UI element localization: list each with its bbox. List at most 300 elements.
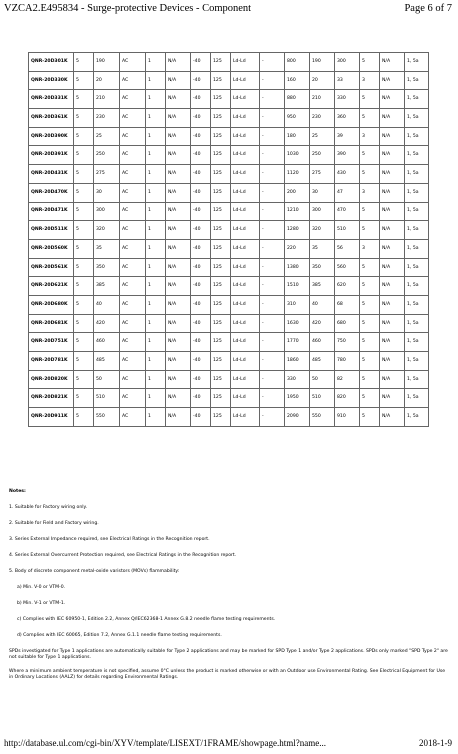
table-cell: 420 bbox=[94, 314, 120, 333]
table-cell: AC bbox=[120, 221, 146, 240]
table-cell: N/A bbox=[380, 221, 405, 240]
table-cell: -40 bbox=[191, 314, 211, 333]
part-number-cell: QNR-20D751K bbox=[29, 333, 74, 352]
table-cell: -40 bbox=[191, 295, 211, 314]
table-cell: 470 bbox=[335, 202, 360, 221]
table-cell: N/A bbox=[166, 71, 191, 90]
table-cell: 5 bbox=[74, 408, 94, 427]
table-cell: 5 bbox=[74, 202, 94, 221]
table-cell: Ld-Ld bbox=[231, 53, 260, 72]
table-row bbox=[29, 53, 429, 72]
table-cell: 1030 bbox=[285, 146, 310, 165]
table-cell: 210 bbox=[94, 90, 120, 109]
table-cell: 350 bbox=[94, 258, 120, 277]
table-cell: 680 bbox=[335, 314, 360, 333]
table-cell: 1, 5a bbox=[405, 109, 429, 128]
table-row bbox=[29, 333, 429, 352]
note-5b: b) Min. V-1 or VTM-1. bbox=[17, 601, 66, 606]
table-cell: 1120 bbox=[285, 165, 310, 184]
table-row bbox=[29, 202, 429, 221]
table-cell: N/A bbox=[166, 127, 191, 146]
table-cell: 880 bbox=[285, 90, 310, 109]
note-5a: a) Min. V-0 or VTM-0. bbox=[17, 585, 66, 590]
table-cell: 1, 5a bbox=[405, 146, 429, 165]
table-cell: 560 bbox=[335, 258, 360, 277]
part-number-cell: QNR-20D471K bbox=[29, 202, 74, 221]
table-cell: - bbox=[260, 53, 285, 72]
table-cell: 780 bbox=[335, 352, 360, 371]
table-cell: -40 bbox=[191, 183, 211, 202]
table-cell: 1 bbox=[146, 183, 166, 202]
table-cell: 1, 5a bbox=[405, 239, 429, 258]
document-title: VZCA2.E495834 - Surge-protective Devices - Component bbox=[4, 3, 252, 14]
table-cell: 350 bbox=[310, 258, 335, 277]
table-cell: 5 bbox=[360, 408, 380, 427]
part-number-cell: QNR-20D681K bbox=[29, 314, 74, 333]
footer-date: 2018-1-9 bbox=[419, 738, 452, 748]
table-cell: - bbox=[260, 109, 285, 128]
table-cell: AC bbox=[120, 165, 146, 184]
table-cell: 125 bbox=[211, 389, 231, 408]
table-row bbox=[29, 314, 429, 333]
table-cell: - bbox=[260, 165, 285, 184]
table-cell: AC bbox=[120, 370, 146, 389]
table-cell: 1, 5a bbox=[405, 90, 429, 109]
note-5: 5. Body of discrete component metal-oxide varistors (MOVs) flammability: bbox=[9, 569, 180, 574]
table-row bbox=[29, 183, 429, 202]
table-cell: Ld-Ld bbox=[231, 165, 260, 184]
table-cell: - bbox=[260, 295, 285, 314]
table-cell: 5 bbox=[74, 277, 94, 296]
table-cell: 125 bbox=[211, 314, 231, 333]
table-cell: 125 bbox=[211, 239, 231, 258]
table-cell: AC bbox=[120, 352, 146, 371]
table-cell: 5 bbox=[360, 314, 380, 333]
table-cell: 5 bbox=[360, 146, 380, 165]
table-cell: -40 bbox=[191, 333, 211, 352]
table-cell: AC bbox=[120, 258, 146, 277]
table-cell: 1, 5a bbox=[405, 71, 429, 90]
table-cell: 190 bbox=[310, 53, 335, 72]
table-cell: 5 bbox=[360, 370, 380, 389]
table-cell: N/A bbox=[380, 127, 405, 146]
table-cell: 1 bbox=[146, 352, 166, 371]
table-cell: Ld-Ld bbox=[231, 258, 260, 277]
table-cell: -40 bbox=[191, 90, 211, 109]
table-cell: 230 bbox=[94, 109, 120, 128]
part-number-cell: QNR-20D361K bbox=[29, 109, 74, 128]
part-number-cell: QNR-20D561K bbox=[29, 258, 74, 277]
table-cell: 1 bbox=[146, 109, 166, 128]
component-table bbox=[28, 52, 429, 427]
table-cell: 40 bbox=[94, 295, 120, 314]
table-cell: 1380 bbox=[285, 258, 310, 277]
table-cell: 5 bbox=[74, 53, 94, 72]
table-cell: 1, 5a bbox=[405, 370, 429, 389]
table-cell: 420 bbox=[310, 314, 335, 333]
table-cell: N/A bbox=[380, 53, 405, 72]
table-cell: AC bbox=[120, 183, 146, 202]
table-cell: 510 bbox=[94, 389, 120, 408]
table-cell: 5 bbox=[74, 90, 94, 109]
table-cell: N/A bbox=[166, 183, 191, 202]
part-number-cell: QNR-20D511K bbox=[29, 221, 74, 240]
table-cell: 1, 5a bbox=[405, 295, 429, 314]
table-cell: 1 bbox=[146, 90, 166, 109]
table-cell: 5 bbox=[360, 277, 380, 296]
table-cell: N/A bbox=[380, 146, 405, 165]
table-cell: N/A bbox=[166, 53, 191, 72]
table-cell: 30 bbox=[310, 183, 335, 202]
table-cell: 5 bbox=[360, 333, 380, 352]
table-cell: 5 bbox=[74, 389, 94, 408]
table-cell: 1860 bbox=[285, 352, 310, 371]
table-cell: 5 bbox=[360, 389, 380, 408]
note-5d: d) Complies with IEC 60065, Edition 7.2, Annex G.1.1 needle flame testing requirements. bbox=[17, 633, 222, 638]
table-cell: 125 bbox=[211, 408, 231, 427]
ambient-temperature-paragraph: Where a minimum ambient temperature is not specified, assume 0°C unless the product is marked otherwise or with an Outdoor use Environmental Rating. See Electrical Equipment for Use in Ordinary Locations (AALZ) for details regarding Environmental Ratings. bbox=[9, 669, 446, 680]
table-row bbox=[29, 127, 429, 146]
table-cell: N/A bbox=[380, 295, 405, 314]
table-cell: 1 bbox=[146, 127, 166, 146]
table-cell: 5 bbox=[360, 90, 380, 109]
table-cell: 125 bbox=[211, 90, 231, 109]
table-cell: Ld-Ld bbox=[231, 239, 260, 258]
table-row bbox=[29, 370, 429, 389]
table-row bbox=[29, 71, 429, 90]
table-cell: 320 bbox=[94, 221, 120, 240]
table-cell: 1, 5a bbox=[405, 202, 429, 221]
table-cell: 125 bbox=[211, 333, 231, 352]
table-cell: 1210 bbox=[285, 202, 310, 221]
table-cell: 330 bbox=[285, 370, 310, 389]
table-cell: 35 bbox=[94, 239, 120, 258]
table-cell: -40 bbox=[191, 221, 211, 240]
table-cell: N/A bbox=[166, 370, 191, 389]
table-cell: 1 bbox=[146, 408, 166, 427]
table-cell: 5 bbox=[74, 314, 94, 333]
table-cell: 50 bbox=[94, 370, 120, 389]
table-cell: 1 bbox=[146, 333, 166, 352]
table-cell: N/A bbox=[380, 165, 405, 184]
table-cell: 1 bbox=[146, 295, 166, 314]
table-cell: Ld-Ld bbox=[231, 146, 260, 165]
table-row bbox=[29, 239, 429, 258]
table-cell: 5 bbox=[360, 221, 380, 240]
table-cell: 950 bbox=[285, 109, 310, 128]
table-cell: 125 bbox=[211, 352, 231, 371]
table-cell: N/A bbox=[166, 314, 191, 333]
table-row bbox=[29, 408, 429, 427]
table-cell: 1, 5a bbox=[405, 277, 429, 296]
table-cell: 800 bbox=[285, 53, 310, 72]
table-cell: 390 bbox=[335, 146, 360, 165]
table-row bbox=[29, 258, 429, 277]
table-cell: 1, 5a bbox=[405, 389, 429, 408]
table-cell: -40 bbox=[191, 389, 211, 408]
table-cell: 125 bbox=[211, 295, 231, 314]
table-cell: 47 bbox=[335, 183, 360, 202]
table-cell: N/A bbox=[166, 295, 191, 314]
table-cell: AC bbox=[120, 127, 146, 146]
note-5c: c) Complies with IEC 60950-1, Edition 2.2, Annex Q/IEC62368-1 Annex G.8.2 needle flame testing requirements. bbox=[17, 617, 276, 622]
table-cell: 68 bbox=[335, 295, 360, 314]
part-number-cell: QNR-20D331K bbox=[29, 90, 74, 109]
table-cell: 125 bbox=[211, 277, 231, 296]
table-cell: - bbox=[260, 333, 285, 352]
part-number-cell: QNR-20D470K bbox=[29, 183, 74, 202]
table-cell: 5 bbox=[360, 352, 380, 371]
notes-heading: Notes: bbox=[9, 489, 26, 494]
table-cell: 125 bbox=[211, 53, 231, 72]
table-cell: Ld-Ld bbox=[231, 333, 260, 352]
table-cell: 300 bbox=[310, 202, 335, 221]
table-cell: 125 bbox=[211, 370, 231, 389]
table-cell: - bbox=[260, 71, 285, 90]
table-cell: 1, 5a bbox=[405, 53, 429, 72]
table-cell: 56 bbox=[335, 239, 360, 258]
table-cell: -40 bbox=[191, 53, 211, 72]
table-cell: 25 bbox=[94, 127, 120, 146]
table-cell: 485 bbox=[310, 352, 335, 371]
table-cell: N/A bbox=[166, 352, 191, 371]
table-cell: N/A bbox=[166, 408, 191, 427]
part-number-cell: QNR-20D431K bbox=[29, 165, 74, 184]
table-cell: 5 bbox=[74, 221, 94, 240]
table-cell: 40 bbox=[310, 295, 335, 314]
table-cell: 430 bbox=[335, 165, 360, 184]
table-cell: 5 bbox=[360, 202, 380, 221]
part-number-cell: QNR-20D821K bbox=[29, 389, 74, 408]
table-cell: 1, 5a bbox=[405, 408, 429, 427]
table-cell: AC bbox=[120, 71, 146, 90]
table-cell: Ld-Ld bbox=[231, 370, 260, 389]
table-cell: N/A bbox=[380, 314, 405, 333]
table-cell: 1 bbox=[146, 239, 166, 258]
table-cell: Ld-Ld bbox=[231, 408, 260, 427]
table-cell: - bbox=[260, 202, 285, 221]
table-row bbox=[29, 389, 429, 408]
table-cell: 125 bbox=[211, 109, 231, 128]
table-cell: 25 bbox=[310, 127, 335, 146]
table-cell: - bbox=[260, 389, 285, 408]
table-cell: 360 bbox=[335, 109, 360, 128]
table-cell: 1, 5a bbox=[405, 221, 429, 240]
table-cell: Ld-Ld bbox=[231, 90, 260, 109]
table-cell: 1510 bbox=[285, 277, 310, 296]
table-cell: 1 bbox=[146, 314, 166, 333]
table-cell: -40 bbox=[191, 146, 211, 165]
table-cell: - bbox=[260, 408, 285, 427]
table-cell: 200 bbox=[285, 183, 310, 202]
table-cell: 1280 bbox=[285, 221, 310, 240]
table-cell: 385 bbox=[94, 277, 120, 296]
part-number-cell: QNR-20D911K bbox=[29, 408, 74, 427]
table-cell: 210 bbox=[310, 90, 335, 109]
table-cell: -40 bbox=[191, 165, 211, 184]
table-cell: 1 bbox=[146, 258, 166, 277]
note-4: 4. Series External Overcurrent Protection required, see Electrical Ratings in the Recognition report. bbox=[9, 553, 237, 558]
table-cell: - bbox=[260, 314, 285, 333]
table-cell: 220 bbox=[285, 239, 310, 258]
table-cell: 320 bbox=[310, 221, 335, 240]
table-cell: 5 bbox=[74, 258, 94, 277]
table-cell: 180 bbox=[285, 127, 310, 146]
table-cell: - bbox=[260, 127, 285, 146]
table-cell: 5 bbox=[74, 165, 94, 184]
table-cell: - bbox=[260, 146, 285, 165]
table-cell: N/A bbox=[166, 109, 191, 128]
table-cell: N/A bbox=[380, 333, 405, 352]
table-cell: 1 bbox=[146, 165, 166, 184]
table-cell: AC bbox=[120, 333, 146, 352]
table-cell: 510 bbox=[335, 221, 360, 240]
table-cell: 1, 5a bbox=[405, 352, 429, 371]
table-cell: N/A bbox=[380, 90, 405, 109]
table-cell: 30 bbox=[94, 183, 120, 202]
table-cell: 5 bbox=[74, 109, 94, 128]
table-cell: 35 bbox=[310, 239, 335, 258]
table-cell: Ld-Ld bbox=[231, 183, 260, 202]
part-number-cell: QNR-20D301K bbox=[29, 53, 74, 72]
table-cell: 125 bbox=[211, 165, 231, 184]
table-cell: -40 bbox=[191, 258, 211, 277]
part-number-cell: QNR-20D560K bbox=[29, 239, 74, 258]
part-number-cell: QNR-20D330K bbox=[29, 71, 74, 90]
table-cell: 125 bbox=[211, 258, 231, 277]
table-cell: 125 bbox=[211, 183, 231, 202]
page-number: Page 6 of 7 bbox=[404, 3, 452, 14]
table-cell: 82 bbox=[335, 370, 360, 389]
table-cell: 5 bbox=[360, 109, 380, 128]
table-cell: 5 bbox=[74, 146, 94, 165]
table-cell: 550 bbox=[94, 408, 120, 427]
table-cell: 550 bbox=[310, 408, 335, 427]
table-cell: N/A bbox=[380, 389, 405, 408]
table-cell: 1770 bbox=[285, 333, 310, 352]
table-cell: 5 bbox=[360, 165, 380, 184]
table-cell: N/A bbox=[380, 183, 405, 202]
table-cell: AC bbox=[120, 90, 146, 109]
table-cell: 1 bbox=[146, 389, 166, 408]
table-cell: 1 bbox=[146, 221, 166, 240]
table-cell: 1950 bbox=[285, 389, 310, 408]
table-cell: N/A bbox=[166, 146, 191, 165]
table-cell: N/A bbox=[380, 408, 405, 427]
table-cell: 460 bbox=[310, 333, 335, 352]
table-row bbox=[29, 221, 429, 240]
table-cell: 5 bbox=[74, 352, 94, 371]
table-cell: 5 bbox=[74, 370, 94, 389]
table-cell: N/A bbox=[166, 389, 191, 408]
table-cell: 5 bbox=[74, 127, 94, 146]
table-cell: 1, 5a bbox=[405, 333, 429, 352]
note-1: 1. Suitable for Factory wiring only. bbox=[9, 505, 88, 510]
table-cell: -40 bbox=[191, 109, 211, 128]
table-cell: AC bbox=[120, 202, 146, 221]
table-cell: -40 bbox=[191, 352, 211, 371]
table-cell: 3 bbox=[360, 71, 380, 90]
table-cell: - bbox=[260, 352, 285, 371]
table-cell: -40 bbox=[191, 370, 211, 389]
part-number-cell: QNR-20D390K bbox=[29, 127, 74, 146]
table-cell: AC bbox=[120, 389, 146, 408]
table-cell: N/A bbox=[166, 239, 191, 258]
table-cell: 125 bbox=[211, 71, 231, 90]
table-cell: 1 bbox=[146, 71, 166, 90]
table-row bbox=[29, 352, 429, 371]
table-cell: N/A bbox=[166, 202, 191, 221]
table-row bbox=[29, 277, 429, 296]
table-cell: 20 bbox=[310, 71, 335, 90]
table-cell: 3 bbox=[360, 239, 380, 258]
table-cell: 300 bbox=[94, 202, 120, 221]
table-cell: Ld-Ld bbox=[231, 277, 260, 296]
table-cell: 820 bbox=[335, 389, 360, 408]
table-cell: Ld-Ld bbox=[231, 221, 260, 240]
table-cell: 385 bbox=[310, 277, 335, 296]
table-cell: Ld-Ld bbox=[231, 127, 260, 146]
table-cell: 1 bbox=[146, 53, 166, 72]
table-cell: 1, 5a bbox=[405, 183, 429, 202]
table-cell: N/A bbox=[380, 258, 405, 277]
table-cell: 5 bbox=[74, 71, 94, 90]
table-cell: - bbox=[260, 90, 285, 109]
table-cell: 125 bbox=[211, 127, 231, 146]
table-cell: 750 bbox=[335, 333, 360, 352]
table-cell: N/A bbox=[166, 277, 191, 296]
spd-type-paragraph: SPDs investigated for Type 1 applications are automatically suitable for Type 2 applications and may be marked for SPD Type 1 and/or Type 2 applications. SPDs only marked "SPD Type 2" are not suitable for Type 1 applications. bbox=[9, 649, 448, 660]
table-cell: 460 bbox=[94, 333, 120, 352]
table-cell: - bbox=[260, 258, 285, 277]
table-cell: AC bbox=[120, 53, 146, 72]
table-cell: 5 bbox=[74, 295, 94, 314]
table-cell: 2090 bbox=[285, 408, 310, 427]
table-cell: N/A bbox=[380, 370, 405, 389]
table-cell: 310 bbox=[285, 295, 310, 314]
table-cell: 125 bbox=[211, 146, 231, 165]
table-cell: Ld-Ld bbox=[231, 109, 260, 128]
table-row bbox=[29, 146, 429, 165]
table-cell: 620 bbox=[335, 277, 360, 296]
table-cell: Ld-Ld bbox=[231, 202, 260, 221]
table-cell: Ld-Ld bbox=[231, 314, 260, 333]
part-number-cell: QNR-20D621K bbox=[29, 277, 74, 296]
table-cell: AC bbox=[120, 109, 146, 128]
table-cell: 910 bbox=[335, 408, 360, 427]
table-cell: 5 bbox=[360, 295, 380, 314]
table-cell: 230 bbox=[310, 109, 335, 128]
part-number-cell: QNR-20D391K bbox=[29, 146, 74, 165]
table-cell: -40 bbox=[191, 408, 211, 427]
table-cell: 20 bbox=[94, 71, 120, 90]
table-cell: N/A bbox=[166, 258, 191, 277]
table-cell: 160 bbox=[285, 71, 310, 90]
table-cell: 3 bbox=[360, 183, 380, 202]
table-cell: - bbox=[260, 239, 285, 258]
table-row bbox=[29, 109, 429, 128]
table-cell: -40 bbox=[191, 71, 211, 90]
table-cell: Ld-Ld bbox=[231, 352, 260, 371]
table-cell: N/A bbox=[166, 221, 191, 240]
footer-url: http://database.ul.com/cgi-bin/XYV/template/LISEXT/1FRAME/showpage.html?name... bbox=[4, 738, 326, 748]
part-number-cell: QNR-20D820K bbox=[29, 370, 74, 389]
table-cell: 5 bbox=[74, 333, 94, 352]
table-cell: 1630 bbox=[285, 314, 310, 333]
table-row bbox=[29, 295, 429, 314]
table-cell: 275 bbox=[94, 165, 120, 184]
table-cell: 275 bbox=[310, 165, 335, 184]
